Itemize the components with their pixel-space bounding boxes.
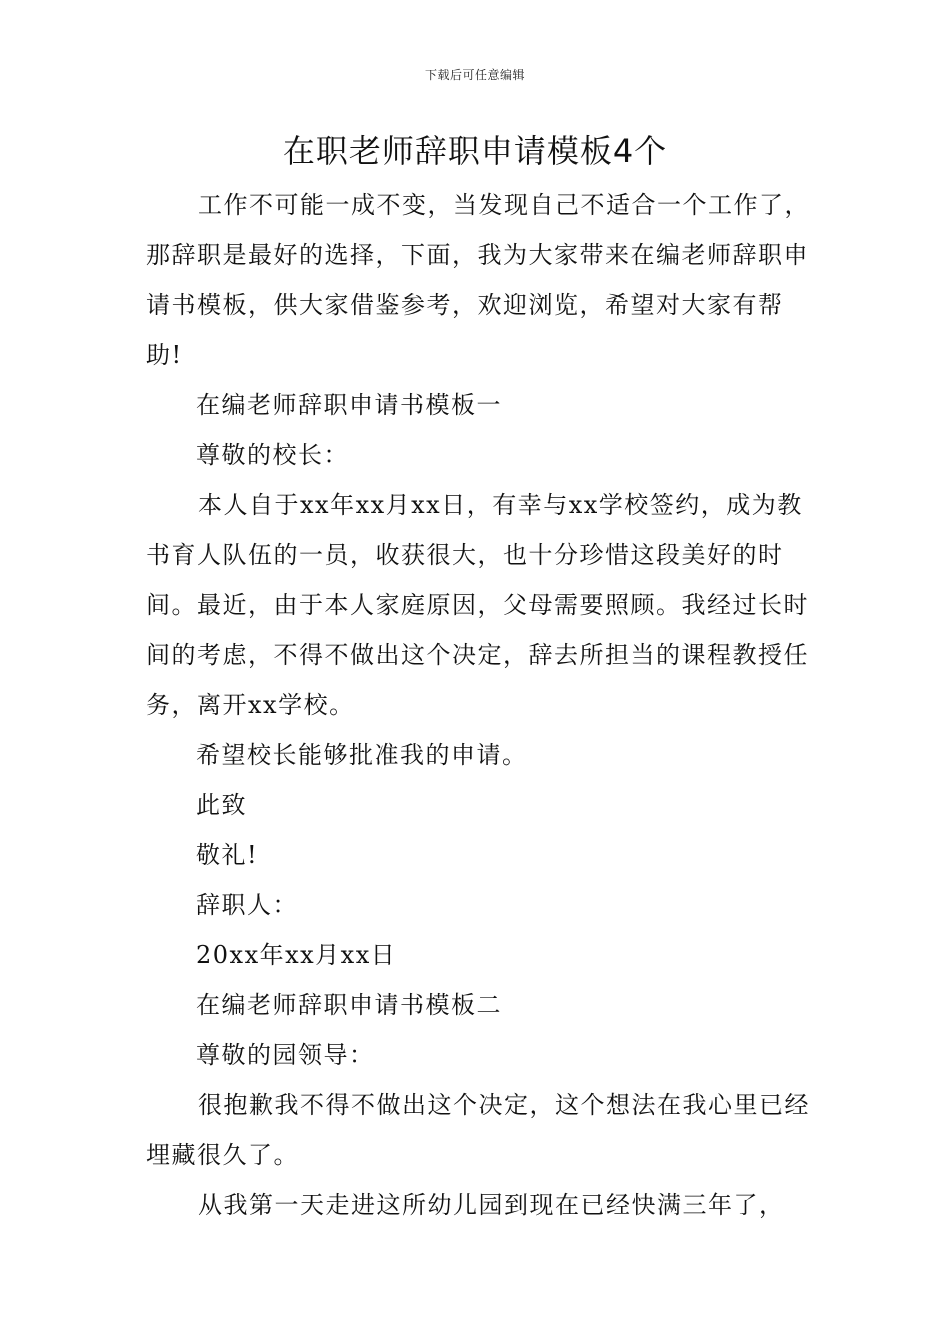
letter-body-paragraph: 本人自于xx年xx月xx日，有幸与xx学校签约，成为教书育人队伍的一员，收获很大，也十分珍惜这段美好的时间。最近，由于本人家庭原因，父母需要照顾。我经过长时间的考虑，不得不做出这个决定，辞去所担当的课程教授任务，离开xx学校。 (146, 491, 809, 719)
document-title: 在职老师辞职申请模板4个 (282, 132, 668, 170)
date-line: 20xx年xx月xx日 (196, 941, 397, 969)
closing-line: 此致 (196, 791, 247, 819)
salutation-principal: 尊敬的校长： (196, 441, 349, 469)
apology-paragraph: 很抱歉我不得不做出这个决定，这个想法在我心里已经埋藏很久了。 (146, 1091, 810, 1169)
request-paragraph: 希望校长能够批准我的申请。 (196, 741, 528, 769)
salutation-kindergarten: 尊敬的园领导： (196, 1041, 375, 1069)
signature-label: 辞职人： (196, 891, 298, 919)
document-body (146, 180, 816, 1230)
continuation-paragraph: 从我第一天走进这所幼儿园到现在已经快满三年了， (198, 1191, 785, 1219)
intro-paragraph: 工作不可能一成不变，当发现自己不适合一个工作了，那辞职是最好的选择，下面，我为大家带来在编老师辞职申请书模板，供大家借鉴参考，欢迎浏览，希望对大家有帮助! (146, 191, 810, 369)
section-heading-template-two: 在编老师辞职申请书模板二 (196, 991, 502, 1019)
closing-salute: 敬礼! (196, 841, 259, 869)
section-heading-template-one: 在编老师辞职申请书模板一 (196, 391, 502, 419)
header-note: 下载后可任意编辑 (424, 68, 525, 82)
